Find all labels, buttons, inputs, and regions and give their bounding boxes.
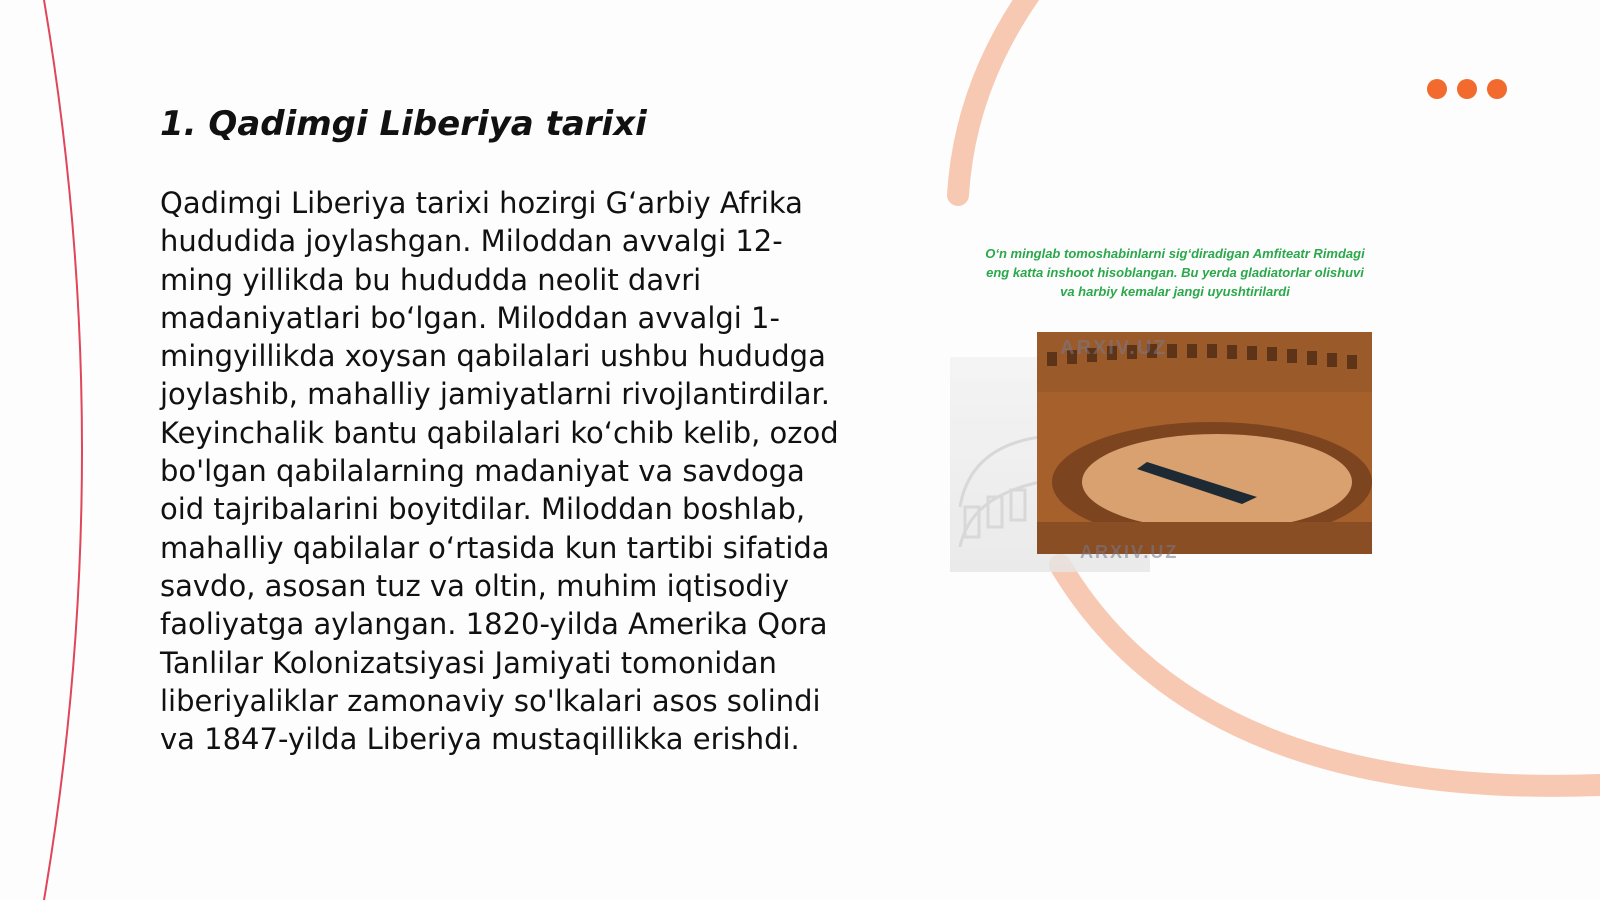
amphitheatre-photo (1037, 332, 1372, 554)
dot-1 (1427, 79, 1447, 99)
ring-arc-bottom (1060, 565, 1600, 786)
slide-title: 1. Qadimgi Liberiya tarixi (160, 104, 647, 144)
amphitheatre-figure (950, 232, 1450, 577)
slide-body-text: Qadimgi Liberiya tarixi hozirgi G‘arbiy Afrika hududida joylashgan. Miloddan avvalgi 12-ming yillikda bu hududda neolit davri madaniyatlari bo‘lgan. Miloddan avvalgi 1-mingyillikda xoysan qabilalari ushbu hududga joylashib, mahalliy jamiyatlarni rivojlantirdilar. Keyinchalik bantu qabilalari ko‘chib kelib, ozod bo'lgan qabilalarning madaniyat va savdoga oid tajribalarini boyitdilar. Miloddan boshlab, mahalliy qabilalar o‘rtasida kun tartibi sifatida savdo, asosan tuz va oltin, muhim iqtisodiy faoliyatga aylangan. 1820-yilda Amerika Qora Tanlilar Kolonizatsiyasi Jamiyati tomonidan liberiyaliklar zamonaviy so'lkalari asos solindi va 1847-yilda Liberiya mustaqillikka erishdi. (160, 186, 839, 757)
figure-caption: O‘n minglab tomoshabinlarni sig‘diradigan Amfiteatr Rimdagi eng katta inshoot hisoblangan. Bu yerda gladiatorlar olishuvi va harbiy kemalar jangi uyushtirilardi (985, 246, 1365, 299)
left-accent-curve (44, 0, 82, 900)
ring-arc-top (958, 0, 1040, 195)
dot-3 (1487, 79, 1507, 99)
watermark-top: ARXIV.UZ (1060, 337, 1168, 359)
dot-2 (1457, 79, 1477, 99)
more-dots-icon (1427, 79, 1507, 99)
watermark-bottom: ARXIV.UZ (1080, 542, 1179, 562)
